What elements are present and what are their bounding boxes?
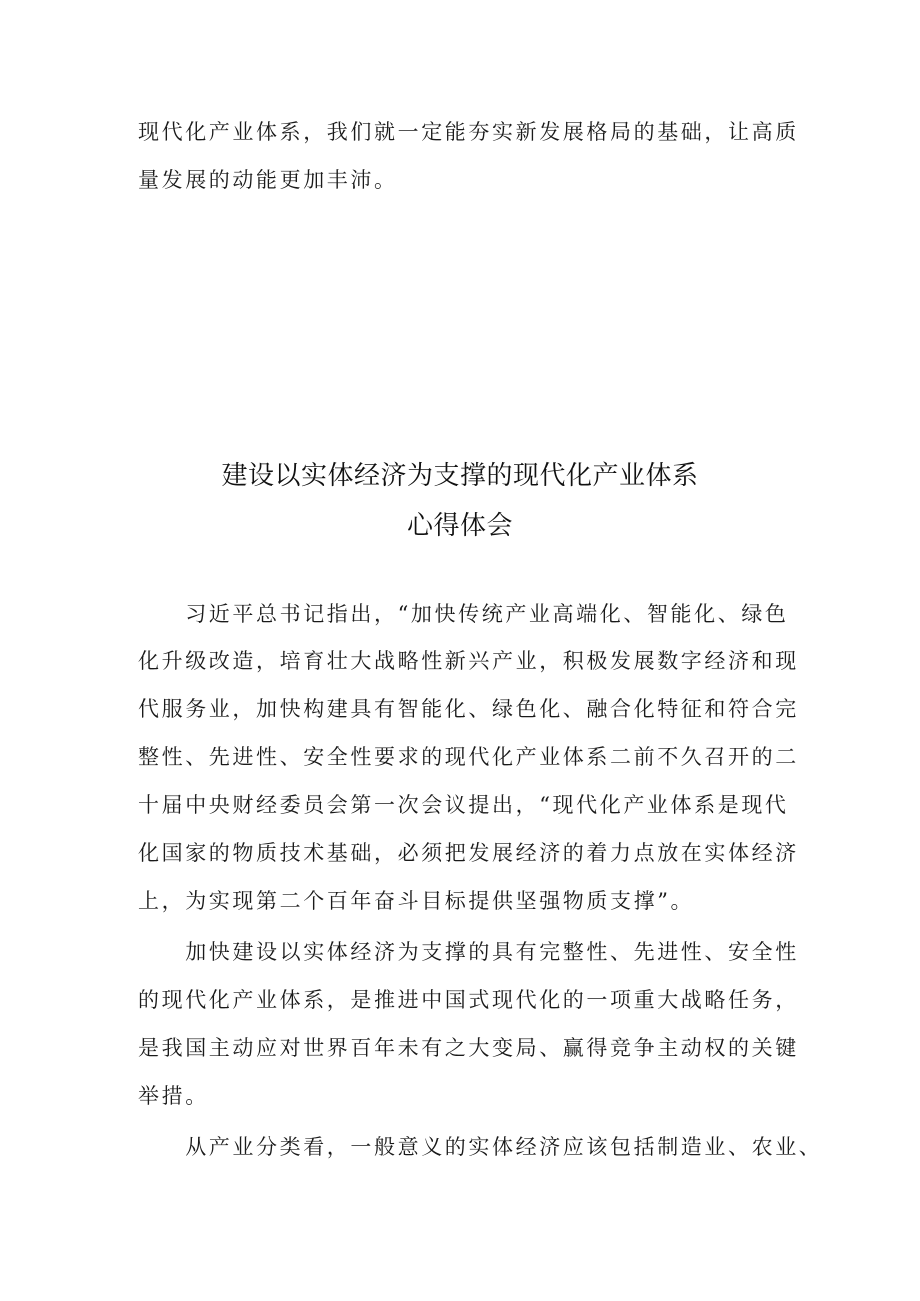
text-line: 的现代化产业体系，是推进中国式现代化的一项重大战略任务， (138, 988, 799, 1012)
text-line: 举措。 (138, 1084, 209, 1108)
text-line: 现代化产业体系，我们就一定能夯实新发展格局的基础，让高质 (138, 120, 799, 144)
text-line: 代服务业，加快构建具有智能化、绿色化、融合化特征和符合完 (138, 697, 799, 721)
text-line: 十届中央财经委员会第一次会议提出，“现代化产业体系是现代 (138, 793, 789, 817)
text-line: 习近平总书记指出，“加快传统产业高端化、智能化、绿色 (138, 602, 789, 626)
text-line: 加快建设以实体经济为支撑的具有完整性、先进性、安全性 (138, 940, 799, 964)
text-line: 化国家的物质技术基础，必须把发展经济的着力点放在实体经济 (138, 841, 799, 865)
text-line: 化升级改造，培育壮大战略性新兴产业，积极发展数字经济和现 (138, 649, 799, 673)
text-line: 量发展的动能更加丰沛。 (138, 168, 398, 192)
text-line: 整性、先进性、安全性要求的现代化产业体系二前不久召开的二 (138, 745, 799, 769)
article-title: 建设以实体经济为支撑的现代化产业体系 (221, 461, 699, 491)
text-line: 从产业分类看，一般意义的实体经济应该包括制造业、农业、 (138, 1135, 823, 1159)
text-line: 是我国主动应对世界百年未有之大变局、赢得竞争主动权的关键 (138, 1036, 799, 1060)
article-subtitle: 心得体会 (406, 511, 513, 541)
text-line: 上，为实现第二个百年奋斗目标提供坚强物质支撑”。 (138, 889, 695, 913)
